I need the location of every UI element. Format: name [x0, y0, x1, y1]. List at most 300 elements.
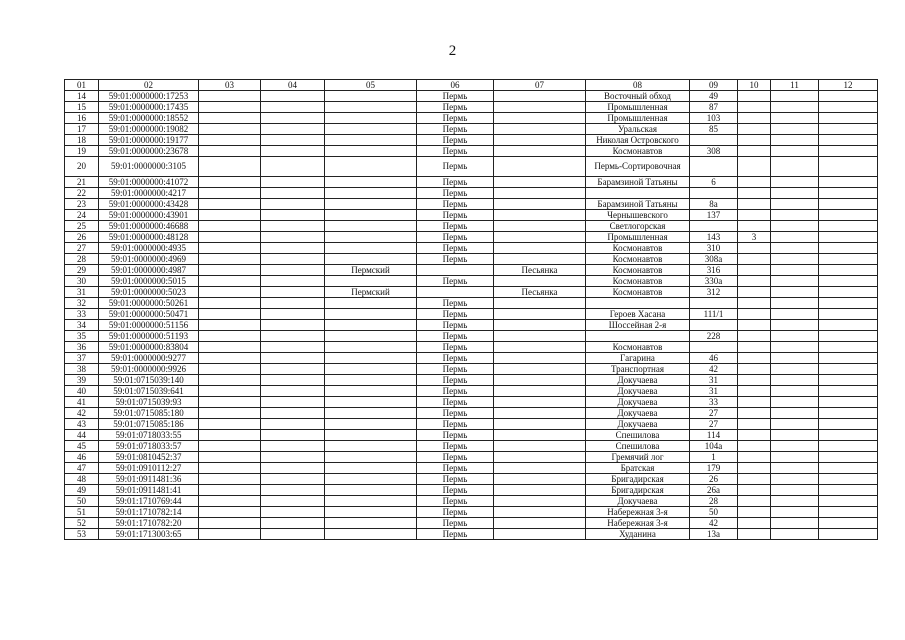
col-04-cell: [261, 309, 325, 320]
col-04-cell: [261, 124, 325, 135]
col-03-cell: [199, 287, 261, 298]
cadastral-number-cell: 59:01:0000000:4217: [99, 188, 199, 199]
house-number-cell: 31: [690, 375, 738, 386]
city-cell: Пермь: [417, 254, 494, 265]
table-row: [65, 124, 878, 135]
street-cell: Космонавтов: [586, 254, 690, 265]
col-04-cell: [261, 188, 325, 199]
cadastral-number-cell: 59:01:0000000:48128: [99, 232, 199, 243]
col-03-cell: [199, 232, 261, 243]
col-12-cell: [819, 287, 878, 298]
header-cell: 06: [417, 80, 494, 91]
row-number-cell: 48: [65, 474, 99, 485]
col-11-cell: [771, 157, 819, 177]
cadastral-number-cell: 59:01:0000000:19082: [99, 124, 199, 135]
col-03-cell: [199, 243, 261, 254]
district-cell: [325, 157, 417, 177]
building-cell: [738, 452, 771, 463]
row-number-cell: 27: [65, 243, 99, 254]
settlement-cell: Песьянка: [494, 265, 586, 276]
building-cell: [738, 177, 771, 188]
col-11-cell: [771, 375, 819, 386]
col-04-cell: [261, 485, 325, 496]
settlement-cell: [494, 254, 586, 265]
settlement-cell: [494, 135, 586, 146]
city-cell: Пермь: [417, 419, 494, 430]
building-cell: [738, 364, 771, 375]
city-cell: Пермь: [417, 276, 494, 287]
col-11-cell: [771, 102, 819, 113]
settlement-cell: [494, 146, 586, 157]
row-number-cell: 49: [65, 485, 99, 496]
row-number-cell: 36: [65, 342, 99, 353]
table-row: [65, 309, 878, 320]
col-03-cell: [199, 408, 261, 419]
building-cell: [738, 210, 771, 221]
district-cell: [325, 430, 417, 441]
house-number-cell: 308: [690, 146, 738, 157]
settlement-cell: [494, 342, 586, 353]
building-cell: [738, 91, 771, 102]
table-row: [65, 177, 878, 188]
cadastral-number-cell: 59:01:0000000:4969: [99, 254, 199, 265]
row-number-cell: 37: [65, 353, 99, 364]
street-cell: Набережная 3-я: [586, 518, 690, 529]
cadastral-number-cell: 59:01:0718033:57: [99, 441, 199, 452]
cadastral-number-cell: 59:01:0000000:51193: [99, 331, 199, 342]
settlement-cell: [494, 157, 586, 177]
header-cell: 03: [199, 80, 261, 91]
col-04-cell: [261, 474, 325, 485]
building-cell: [738, 474, 771, 485]
settlement-cell: [494, 507, 586, 518]
settlement-cell: [494, 309, 586, 320]
settlement-cell: [494, 397, 586, 408]
house-number-cell: 26: [690, 474, 738, 485]
city-cell: Пермь: [417, 243, 494, 254]
settlement-cell: [494, 408, 586, 419]
col-11-cell: [771, 518, 819, 529]
house-number-cell: 31: [690, 386, 738, 397]
cadastral-number-cell: 59:01:0000000:41072: [99, 177, 199, 188]
cadastral-number-cell: 59:01:0000000:18552: [99, 113, 199, 124]
house-number-cell: 312: [690, 287, 738, 298]
col-12-cell: [819, 243, 878, 254]
building-cell: [738, 430, 771, 441]
settlement-cell: [494, 124, 586, 135]
street-cell: Космонавтов: [586, 146, 690, 157]
row-number-cell: 31: [65, 287, 99, 298]
house-number-cell: 137: [690, 210, 738, 221]
district-cell: [325, 232, 417, 243]
city-cell: Пермь: [417, 364, 494, 375]
table-row: [65, 221, 878, 232]
col-03-cell: [199, 397, 261, 408]
house-number-cell: [690, 298, 738, 309]
street-cell: Космонавтов: [586, 265, 690, 276]
city-cell: Пермь: [417, 331, 494, 342]
col-04-cell: [261, 507, 325, 518]
row-number-cell: 39: [65, 375, 99, 386]
table-row: [65, 232, 878, 243]
cadastral-number-cell: 59:01:1710769:44: [99, 496, 199, 507]
col-12-cell: [819, 452, 878, 463]
header-cell: 12: [819, 80, 878, 91]
district-cell: [325, 320, 417, 331]
col-03-cell: [199, 199, 261, 210]
building-cell: [738, 331, 771, 342]
district-cell: [325, 364, 417, 375]
table-row: [65, 265, 878, 276]
cadastral-number-cell: 59:01:0715039:93: [99, 397, 199, 408]
table-row: [65, 254, 878, 265]
row-number-cell: 38: [65, 364, 99, 375]
building-cell: [738, 146, 771, 157]
col-04-cell: [261, 496, 325, 507]
street-cell: Спешилова: [586, 441, 690, 452]
city-cell: Пермь: [417, 408, 494, 419]
cadastral-number-cell: 59:01:0000000:46688: [99, 221, 199, 232]
col-12-cell: [819, 265, 878, 276]
col-11-cell: [771, 463, 819, 474]
col-12-cell: [819, 529, 878, 540]
row-number-cell: 23: [65, 199, 99, 210]
street-cell: Пермь-Сортировочная: [586, 157, 690, 177]
col-11-cell: [771, 342, 819, 353]
city-cell: Пермь: [417, 210, 494, 221]
city-cell: Пермь: [417, 375, 494, 386]
row-number-cell: 18: [65, 135, 99, 146]
settlement-cell: [494, 298, 586, 309]
settlement-cell: [494, 199, 586, 210]
col-04-cell: [261, 452, 325, 463]
row-number-cell: 44: [65, 430, 99, 441]
settlement-cell: [494, 331, 586, 342]
street-cell: Транспортная: [586, 364, 690, 375]
house-number-cell: 28: [690, 496, 738, 507]
col-11-cell: [771, 386, 819, 397]
building-cell: 3: [738, 232, 771, 243]
street-cell: Светлогорская: [586, 221, 690, 232]
house-number-cell: [690, 342, 738, 353]
house-number-cell: 85: [690, 124, 738, 135]
settlement-cell: Песьянка: [494, 287, 586, 298]
city-cell: Пермь: [417, 113, 494, 124]
settlement-cell: [494, 518, 586, 529]
col-11-cell: [771, 430, 819, 441]
row-number-cell: 32: [65, 298, 99, 309]
row-number-cell: 16: [65, 113, 99, 124]
header-row: [65, 80, 878, 91]
cadastral-number-cell: 59:01:0718033:55: [99, 430, 199, 441]
col-04-cell: [261, 430, 325, 441]
district-cell: [325, 441, 417, 452]
district-cell: [325, 91, 417, 102]
row-number-cell: 22: [65, 188, 99, 199]
house-number-cell: 42: [690, 518, 738, 529]
district-cell: [325, 309, 417, 320]
col-12-cell: [819, 331, 878, 342]
col-04-cell: [261, 146, 325, 157]
table-row: [65, 507, 878, 518]
cadastral-number-cell: 59:01:1710782:14: [99, 507, 199, 518]
street-cell: Набережная 3-я: [586, 507, 690, 518]
city-cell: Пермь: [417, 529, 494, 540]
building-cell: [738, 320, 771, 331]
col-11-cell: [771, 135, 819, 146]
district-cell: [325, 507, 417, 518]
col-12-cell: [819, 177, 878, 188]
district-cell: [325, 124, 417, 135]
building-cell: [738, 397, 771, 408]
row-number-cell: 14: [65, 91, 99, 102]
house-number-cell: 87: [690, 102, 738, 113]
city-cell: Пермь: [417, 188, 494, 199]
header-cell: 08: [586, 80, 690, 91]
row-number-cell: 41: [65, 397, 99, 408]
city-cell: Пермь: [417, 474, 494, 485]
house-number-cell: [690, 320, 738, 331]
building-cell: [738, 496, 771, 507]
row-number-cell: 51: [65, 507, 99, 518]
table-row: [65, 146, 878, 157]
settlement-cell: [494, 474, 586, 485]
building-cell: [738, 309, 771, 320]
district-cell: [325, 146, 417, 157]
settlement-cell: [494, 188, 586, 199]
table-row: [65, 298, 878, 309]
col-04-cell: [261, 463, 325, 474]
register-table: [64, 79, 878, 540]
district-cell: [325, 221, 417, 232]
house-number-cell: 111/1: [690, 309, 738, 320]
building-cell: [738, 342, 771, 353]
col-11-cell: [771, 221, 819, 232]
row-number-cell: 47: [65, 463, 99, 474]
row-number-cell: 35: [65, 331, 99, 342]
table-body: [65, 91, 878, 540]
building-cell: [738, 463, 771, 474]
settlement-cell: [494, 496, 586, 507]
col-12-cell: [819, 157, 878, 177]
house-number-cell: 6: [690, 177, 738, 188]
city-cell: Пермь: [417, 309, 494, 320]
col-03-cell: [199, 430, 261, 441]
settlement-cell: [494, 353, 586, 364]
header-cell: 11: [771, 80, 819, 91]
table-row: [65, 408, 878, 419]
col-03-cell: [199, 157, 261, 177]
building-cell: [738, 353, 771, 364]
house-number-cell: 104а: [690, 441, 738, 452]
col-12-cell: [819, 364, 878, 375]
col-11-cell: [771, 320, 819, 331]
house-number-cell: [690, 221, 738, 232]
col-11-cell: [771, 188, 819, 199]
col-04-cell: [261, 113, 325, 124]
col-03-cell: [199, 254, 261, 265]
district-cell: [325, 331, 417, 342]
col-04-cell: [261, 254, 325, 265]
cadastral-number-cell: 59:01:0000000:4987: [99, 265, 199, 276]
col-03-cell: [199, 342, 261, 353]
district-cell: [325, 397, 417, 408]
house-number-cell: 1: [690, 452, 738, 463]
col-03-cell: [199, 353, 261, 364]
district-cell: [325, 474, 417, 485]
street-cell: Уральская: [586, 124, 690, 135]
settlement-cell: [494, 243, 586, 254]
col-11-cell: [771, 496, 819, 507]
building-cell: [738, 408, 771, 419]
district-cell: [325, 452, 417, 463]
street-cell: Докучаева: [586, 496, 690, 507]
city-cell: Пермь: [417, 507, 494, 518]
header-cell: 07: [494, 80, 586, 91]
col-11-cell: [771, 298, 819, 309]
row-number-cell: 50: [65, 496, 99, 507]
street-cell: Братская: [586, 463, 690, 474]
table-row: [65, 102, 878, 113]
col-03-cell: [199, 485, 261, 496]
cadastral-number-cell: 59:01:0000000:83804: [99, 342, 199, 353]
city-cell: [417, 287, 494, 298]
table-row: [65, 485, 878, 496]
street-cell: Космонавтов: [586, 342, 690, 353]
col-12-cell: [819, 474, 878, 485]
col-03-cell: [199, 309, 261, 320]
settlement-cell: [494, 485, 586, 496]
house-number-cell: 33: [690, 397, 738, 408]
col-12-cell: [819, 232, 878, 243]
col-11-cell: [771, 507, 819, 518]
col-11-cell: [771, 254, 819, 265]
district-cell: [325, 276, 417, 287]
building-cell: [738, 199, 771, 210]
settlement-cell: [494, 430, 586, 441]
col-04-cell: [261, 518, 325, 529]
cadastral-number-cell: 59:01:0000000:43428: [99, 199, 199, 210]
header-cell: 05: [325, 80, 417, 91]
col-04-cell: [261, 199, 325, 210]
col-04-cell: [261, 386, 325, 397]
cadastral-number-cell: 59:01:0000000:9277: [99, 353, 199, 364]
city-cell: Пермь: [417, 221, 494, 232]
building-cell: [738, 102, 771, 113]
city-cell: Пермь: [417, 342, 494, 353]
street-cell: Докучаева: [586, 397, 690, 408]
city-cell: Пермь: [417, 452, 494, 463]
street-cell: Докучаева: [586, 419, 690, 430]
col-11-cell: [771, 113, 819, 124]
street-cell: Промышленная: [586, 113, 690, 124]
col-12-cell: [819, 199, 878, 210]
table-row: [65, 441, 878, 452]
col-12-cell: [819, 342, 878, 353]
cadastral-number-cell: 59:01:0715039:641: [99, 386, 199, 397]
building-cell: [738, 243, 771, 254]
col-12-cell: [819, 463, 878, 474]
col-04-cell: [261, 102, 325, 113]
col-11-cell: [771, 452, 819, 463]
settlement-cell: [494, 232, 586, 243]
col-04-cell: [261, 320, 325, 331]
col-03-cell: [199, 188, 261, 199]
col-04-cell: [261, 157, 325, 177]
cadastral-number-cell: 59:01:0910112:27: [99, 463, 199, 474]
settlement-cell: [494, 452, 586, 463]
col-12-cell: [819, 441, 878, 452]
col-03-cell: [199, 419, 261, 430]
header-cell: 04: [261, 80, 325, 91]
col-12-cell: [819, 135, 878, 146]
district-cell: [325, 188, 417, 199]
row-number-cell: 17: [65, 124, 99, 135]
street-cell: Гремячий лог: [586, 452, 690, 463]
col-04-cell: [261, 353, 325, 364]
city-cell: Пермь: [417, 177, 494, 188]
col-03-cell: [199, 529, 261, 540]
cadastral-number-cell: 59:01:0000000:9926: [99, 364, 199, 375]
house-number-cell: 143: [690, 232, 738, 243]
header-cell: 09: [690, 80, 738, 91]
district-cell: [325, 199, 417, 210]
building-cell: [738, 386, 771, 397]
cadastral-number-cell: 59:01:0715085:186: [99, 419, 199, 430]
col-11-cell: [771, 529, 819, 540]
col-04-cell: [261, 232, 325, 243]
col-03-cell: [199, 463, 261, 474]
house-number-cell: 26а: [690, 485, 738, 496]
house-number-cell: 46: [690, 353, 738, 364]
col-12-cell: [819, 102, 878, 113]
col-12-cell: [819, 375, 878, 386]
house-number-cell: 308а: [690, 254, 738, 265]
street-cell: [586, 188, 690, 199]
col-03-cell: [199, 452, 261, 463]
building-cell: [738, 265, 771, 276]
city-cell: Пермь: [417, 496, 494, 507]
table-row: [65, 188, 878, 199]
street-cell: Докучаева: [586, 408, 690, 419]
table-row: [65, 463, 878, 474]
col-03-cell: [199, 102, 261, 113]
building-cell: [738, 529, 771, 540]
col-11-cell: [771, 177, 819, 188]
district-cell: [325, 375, 417, 386]
row-number-cell: 24: [65, 210, 99, 221]
row-number-cell: 33: [65, 309, 99, 320]
building-cell: [738, 124, 771, 135]
col-03-cell: [199, 135, 261, 146]
table-row: [65, 397, 878, 408]
col-11-cell: [771, 265, 819, 276]
table-row: [65, 276, 878, 287]
col-11-cell: [771, 276, 819, 287]
settlement-cell: [494, 221, 586, 232]
house-number-cell: 310: [690, 243, 738, 254]
settlement-cell: [494, 276, 586, 287]
col-12-cell: [819, 419, 878, 430]
table-row: [65, 353, 878, 364]
cadastral-number-cell: 59:01:0000000:5015: [99, 276, 199, 287]
city-cell: Пермь: [417, 199, 494, 210]
cadastral-number-cell: 59:01:1710782:20: [99, 518, 199, 529]
col-04-cell: [261, 397, 325, 408]
col-12-cell: [819, 188, 878, 199]
col-12-cell: [819, 91, 878, 102]
house-number-cell: 330а: [690, 276, 738, 287]
